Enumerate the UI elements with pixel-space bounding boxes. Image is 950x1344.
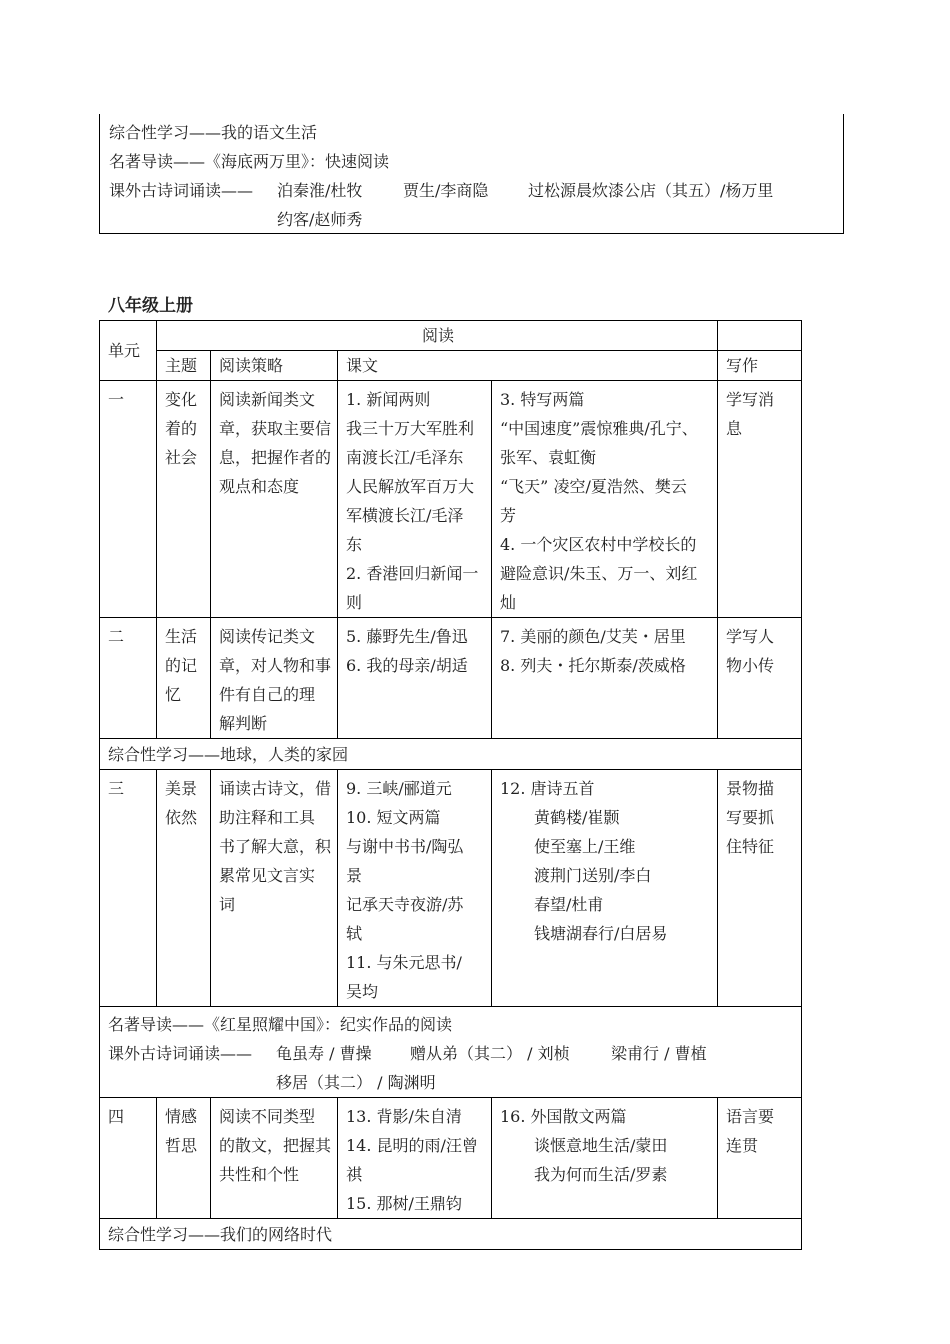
unit-writing: 学写消 息 [718, 381, 802, 618]
unit-row-4 [100, 1098, 802, 1219]
unit-row-1 [100, 381, 802, 618]
zonghe-row-2: 综合性学习——地球，人类的家园 [100, 739, 802, 770]
unit-writing: 景物描 写要抓 住特征 [718, 770, 802, 1007]
top-poem-2: 贾生/李商隐 [403, 181, 489, 200]
unit-texts-b: 12. 唐诗五首 黄鹤楼/崔颢 使至塞上/王维 渡荆门送别/李白 春望/杜甫 钱塘湖春行/白居易 [492, 770, 718, 1007]
unit-strategy: 阅读不同类型 的散文，把握其 共性和个性 [211, 1098, 338, 1219]
header-texts: 课文 [338, 351, 718, 381]
unit-theme: 美景 依然 [157, 770, 211, 1007]
top-mingzhu-line: 名著导读——《海底两万里》：快速阅读 [109, 152, 390, 171]
header-reading: 阅读 [157, 321, 718, 351]
unit-texts-a: 9. 三峡/郦道元 10. 短文两篇 与谢中书书/陶弘 景 记承天寺夜游/苏 轼 11. 与朱元思书/ 吴均 [338, 770, 492, 1007]
unit-texts-a: 5. 藤野先生/鲁迅 6. 我的母亲/胡适 [338, 618, 492, 739]
unit-strategy: 诵读古诗文，借 助注释和工具 书了解大意，积 累常见文言实 词 [211, 770, 338, 1007]
mingzhu-row [100, 1007, 802, 1098]
unit-texts-b: 3. 特写两篇 “中国速度”震惊雅典/孔宁、 张军、袁虹衡 “飞天” 凌空/夏浩然、樊云 芳 4. 一个灾区农村中学校长的 避险意识/朱玉、万一、刘红 灿 [492, 381, 718, 618]
unit-number: 一 [100, 381, 157, 618]
unit-texts-a: 1. 新闻两则 我三十万大军胜利 南渡长江/毛泽东 人民解放军百万大 军横渡长江/毛泽 东 2. 香港回归新闻一 则 [338, 381, 492, 618]
header-theme: 主题 [157, 351, 211, 381]
top-poem-4: 约客/赵师秀 [277, 210, 363, 229]
unit-theme: 情感 哲思 [157, 1098, 211, 1219]
unit-number: 四 [100, 1098, 157, 1219]
unit-row-3 [100, 770, 802, 1007]
header-empty [718, 321, 802, 351]
poem-4: 移居（其二） / 陶渊明 [276, 1073, 436, 1092]
zonghe-row-4: 综合性学习——我们的网络时代 [100, 1219, 802, 1250]
unit-texts-a: 13. 背影/朱自清 14. 昆明的雨/汪曾 祺 15. 那树/王鼎钧 [338, 1098, 492, 1219]
mingzhu-line: 名著导读——《红星照耀中国》：纪实作品的阅读 [108, 1015, 453, 1034]
poem-2: 赠从弟（其二） / 刘桢 [410, 1044, 570, 1063]
top-poem-1: 泊秦淮/杜牧 [277, 181, 363, 200]
unit-number: 三 [100, 770, 157, 1007]
unit-texts-b: 16. 外国散文两篇 谈惬意地生活/蒙田 我为何而生活/罗素 [492, 1098, 718, 1219]
section-title: 八年级上册 [108, 296, 193, 316]
header-strategy: 阅读策略 [211, 351, 338, 381]
top-block-border-bottom [99, 233, 844, 234]
top-poem-label: 课外古诗词诵读—— [109, 181, 254, 200]
unit-texts-b: 7. 美丽的颜色/艾芙・居里 8. 列夫・托尔斯泰/茨威格 [492, 618, 718, 739]
unit-strategy: 阅读传记类文 章，对人物和事 件有自己的理 解判断 [211, 618, 338, 739]
top-block-border-right [843, 114, 844, 234]
top-zonghe-line: 综合性学习——我的语文生活 [109, 123, 318, 142]
unit-number: 二 [100, 618, 157, 739]
top-poem-3: 过松源晨炊漆公店（其五）/杨万里 [528, 181, 774, 200]
unit-theme: 生活 的记 忆 [157, 618, 211, 739]
header-unit: 单元 [100, 321, 157, 381]
poem-3: 梁甫行 / 曹植 [611, 1044, 707, 1063]
poem-label: 课外古诗词诵读—— [108, 1044, 253, 1063]
unit-theme: 变化 着的 社会 [157, 381, 211, 618]
unit-writing: 语言要 连贯 [718, 1098, 802, 1219]
unit-row-2 [100, 618, 802, 739]
curriculum-table [99, 320, 802, 1250]
poem-1: 龟虽寿 / 曹操 [276, 1044, 372, 1063]
unit-writing: 学写人 物小传 [718, 618, 802, 739]
header-writing: 写作 [718, 351, 802, 381]
unit-strategy: 阅读新闻类文 章，获取主要信 息，把握作者的 观点和态度 [211, 381, 338, 618]
top-block-border-left [99, 114, 100, 234]
poem-line [108, 1039, 795, 1068]
